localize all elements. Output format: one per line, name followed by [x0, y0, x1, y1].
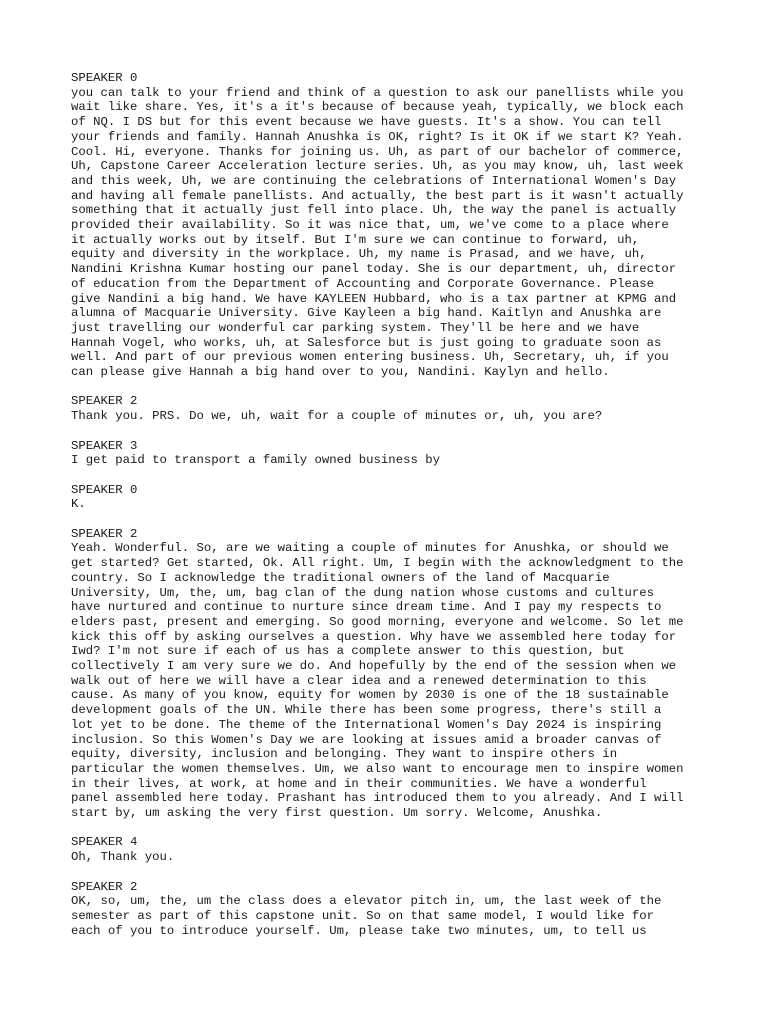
utterance-line: in their lives, at work, at home and in their communities. We have a wonderful [71, 776, 647, 791]
utterance-line: inclusion. So this Women's Day we are looking at issues amid a broader canvas of [71, 732, 662, 747]
utterance-line: you can talk to your friend and think of a question to ask our panellists while you [71, 85, 684, 100]
utterance-line: wait like share. Yes, it's a it's because of because yeah, typically, we block each [71, 100, 684, 115]
utterance-line: Yeah. Wonderful. So, are we waiting a couple of minutes for Anushka, or should we [71, 541, 669, 556]
transcript-turn [71, 439, 711, 468]
utterance-line: give Nandini a big hand. We have KAYLEEN Hubbard, who is a tax partner at KPMG and [71, 291, 677, 306]
utterance-line: have nurtured and continue to nurture since dream time. And I pay my respects to [71, 600, 662, 615]
utterance-line: OK, so, um, the, um the class does a elevator pitch in, um, the last week of the [71, 894, 662, 909]
utterance-line: Cool. Hi, everyone. Thanks for joining us. Uh, as part of our bachelor of commerce, [71, 144, 684, 159]
utterance-line: Thank you. PRS. Do we, uh, wait for a couple of minutes or, uh, you are? [71, 409, 603, 424]
speaker-label: SPEAKER 0 [71, 71, 138, 85]
utterance-line: K. [71, 497, 86, 512]
speaker-label: SPEAKER 3 [71, 438, 138, 453]
transcript-turn [71, 394, 711, 423]
utterance-line: alumna of Macquarie University. Give Kayleen a big hand. Kaitlyn and Anushka are [71, 306, 662, 321]
speaker-label: SPEAKER 2 [71, 526, 138, 541]
utterance-line: equity and diversity in the workplace. Uh, my name is Prasad, and we have, uh, [71, 247, 647, 262]
utterance-line: provided their availability. So it was nice that, um, we've come to a place where [71, 218, 669, 233]
transcript-turn [71, 483, 711, 512]
utterance-line: each of you to introduce yourself. Um, please take two minutes, um, to tell us [71, 923, 647, 938]
speaker-label: SPEAKER 2 [71, 879, 138, 894]
utterance-line: development goals of the UN. While there has been some progress, there's still a [71, 703, 662, 718]
utterance-line: and having all female panellists. And actually, the best part is it wasn't actually [71, 188, 684, 203]
utterance-line: I get paid to transport a family owned business by [71, 453, 440, 468]
speaker-label: SPEAKER 4 [71, 835, 138, 850]
utterance-line: particular the women themselves. Um, we also want to encourage men to inspire women [71, 761, 684, 776]
utterance-line: your friends and family. Hannah Anushka is OK, right? Is it OK if we start K? Yeah. [71, 129, 684, 144]
utterance-line: elders past, present and emerging. So good morning, everyone and welcome. So let me [71, 614, 684, 629]
transcript-page [71, 71, 711, 953]
transcript-turn [71, 835, 711, 864]
utterance-line: semester as part of this capstone unit. So on that same model, I would like for [71, 908, 654, 923]
utterance-line: walk out of here we will have a clear idea and a renewed determination to this [71, 673, 647, 688]
transcript-turn [71, 527, 711, 821]
speaker-label: SPEAKER 2 [71, 394, 138, 409]
utterance-line: something that it actually just fell into place. Uh, the way the panel is actually [71, 203, 677, 218]
utterance-line: Nandini Krishna Kumar hosting our panel today. She is our department, uh, director [71, 262, 677, 277]
utterance-line: Hannah Vogel, who works, uh, at Salesforce but is just going to graduate soon as [71, 335, 662, 350]
utterance-line: Uh, Capstone Career Acceleration lecture series. Uh, as you may know, uh, last week [71, 159, 684, 174]
utterance-line: equity, diversity, inclusion and belonging. They want to inspire others in [71, 747, 618, 762]
speaker-label: SPEAKER 0 [71, 482, 138, 497]
utterance-line: Iwd? I'm not sure if each of us has a complete answer to this question, but [71, 644, 625, 659]
utterance-line: country. So I acknowledge the traditional owners of the land of Macquarie [71, 570, 610, 585]
utterance-line: cause. As many of you know, equity for women by 2030 is one of the 18 sustainable [71, 688, 669, 703]
utterance-line: and this week, Uh, we are continuing the celebrations of International Women's Day [71, 173, 677, 188]
utterance-line: start by, um asking the very first question. Um sorry. Welcome, Anushka. [71, 806, 603, 821]
utterance-line: it actually works out by itself. But I'm sure we can continue to forward, uh, [71, 232, 640, 247]
utterance-line: well. And part of our previous women entering business. Uh, Secretary, uh, if you [71, 350, 669, 365]
utterance-line: get started? Get started, Ok. All right. Um, I begin with the acknowledgment to the [71, 556, 684, 571]
utterance-line: University, Um, the, um, bag clan of the dung nation whose customs and cultures [71, 585, 654, 600]
transcript-turn [71, 880, 711, 939]
utterance-line: of education from the Department of Accounting and Corporate Governance. Please [71, 276, 654, 291]
utterance-line: collectively I am very sure we do. And hopefully by the end of the session when we [71, 659, 677, 674]
utterance-line: kick this off by asking ourselves a question. Why have we assembled here today for [71, 629, 677, 644]
utterance-line: just travelling our wonderful car parking system. They'll be here and we have [71, 320, 640, 335]
utterance-line: of NQ. I DS but for this event because we have guests. It's a show. You can tell [71, 115, 662, 130]
utterance-line: panel assembled here today. Prashant has introduced them to you already. And I will [71, 791, 684, 806]
utterance-line: Oh, Thank you. [71, 850, 175, 865]
transcript-turn [71, 71, 711, 380]
utterance-line: can please give Hannah a big hand over to you, Nandini. Kaylyn and hello. [71, 365, 610, 380]
utterance-line: lot yet to be done. The theme of the International Women's Day 2024 is inspiring [71, 717, 662, 732]
